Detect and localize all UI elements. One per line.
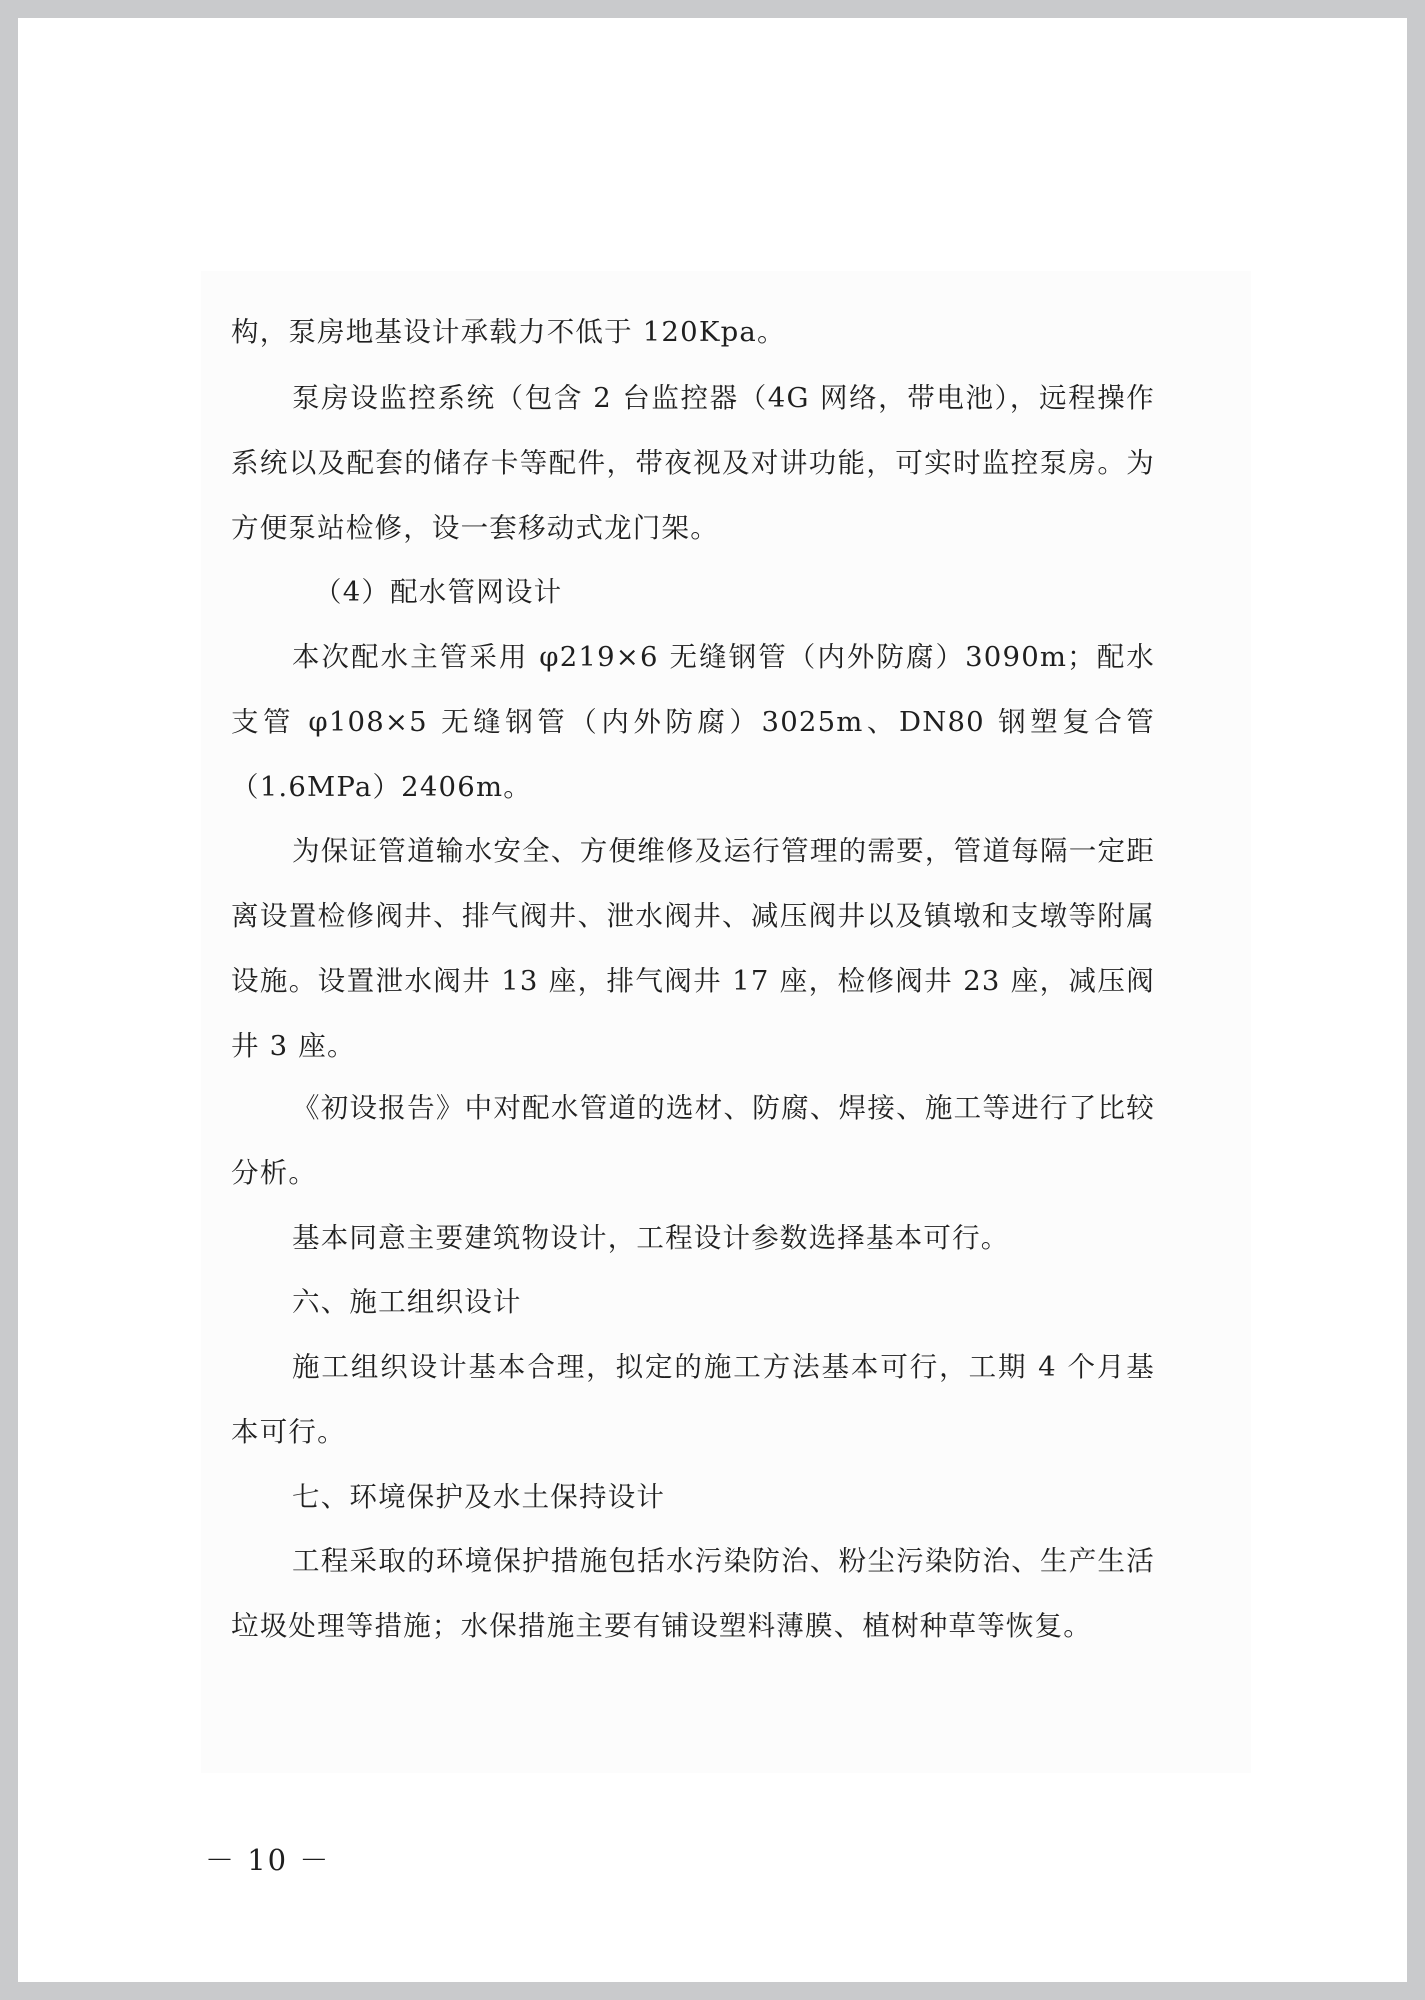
paragraph-environmental-measures: 工程采取的环境保护措施包括水污染防治、粉尘污染防治、生产生活垃圾处理等措施；水保措施主要有铺设塑料薄膜、植树种草等恢复。 <box>231 1545 1155 1642</box>
paragraph-design-approval: 基本同意主要建筑物设计，工程设计参数选择基本可行。 <box>292 1222 1010 1254</box>
paragraph-construction-schedule: 施工组织设计基本合理，拟定的施工方法基本可行，工期 4 个月基本可行。 <box>231 1351 1155 1448</box>
paragraph-valve-wells: 为保证管道输水安全、方便维修及运行管理的需要，管道每隔一定距离设置检修阀井、排气阀井、泄水阀井、减压阀井以及镇墩和支墩等附属设施。设置泄水阀井 13 座，排气阀井 17 座，检修阀井 23 座，减压阀井 3 座。 <box>231 835 1155 1062</box>
paragraph-foundation-capacity: 构，泵房地基设计承载力不低于 120Kpa。 <box>231 316 786 348</box>
paragraph-monitoring-system: 泵房设监控系统（包含 2 台监控器（4G 网络，带电池），远程操作系统以及配套的储存卡等配件，带夜视及对讲功能，可实时监控泵房。为方便泵站检修，设一套移动式龙门架。 <box>231 382 1155 544</box>
paragraph-main-pipes: 本次配水主管采用 φ219×6 无缝钢管（内外防腐）3090m；配水支管 φ108×5 无缝钢管（内外防腐）3025m、DN80 钢塑复合管（1.6MPa）2406m。 <box>231 641 1155 803</box>
heading-construction-organization: 六、施工组织设计 <box>292 1286 522 1318</box>
paragraph-design-report: 《初设报告》中对配水管道的选材、防腐、焊接、施工等进行了比较分析。 <box>231 1092 1155 1189</box>
heading-environmental-protection: 七、环境保护及水土保持设计 <box>292 1481 666 1513</box>
page-number: － 10 － <box>205 1843 331 1877</box>
heading-distribution-network: （4）配水管网设计 <box>314 576 563 608</box>
